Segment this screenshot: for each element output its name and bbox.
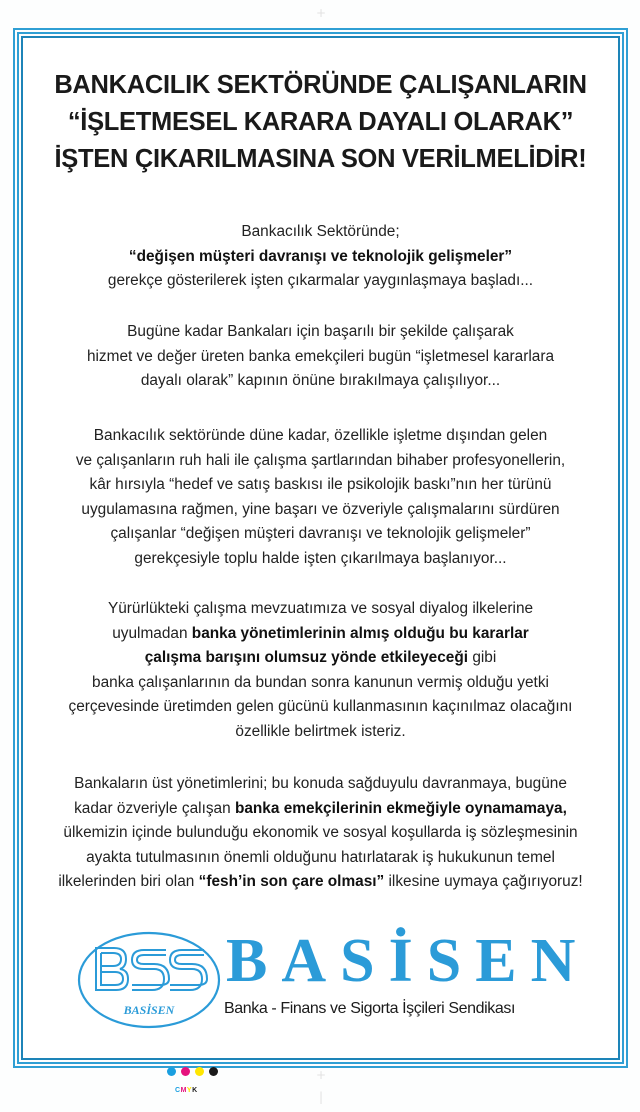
bold-quote: “değişen müşteri davranışı ve teknolojik gelişmeler” — [128, 247, 513, 265]
paragraph-line: hizmet ve değer üreten banka emekçileri bugün “işletmesel kararlara — [86, 347, 555, 365]
cmyk-y: Y — [186, 1087, 193, 1094]
cmyk-k: K — [192, 1087, 198, 1094]
paragraph-line — [21, 870, 620, 895]
paragraph-3 — [21, 424, 620, 571]
registration-mark-top: + — [316, 6, 327, 20]
paragraph-line: çalışanlar “değişen müşteri davranışı ve teknolojik gelişmeler” — [110, 525, 531, 542]
paragraph-2 — [21, 320, 620, 394]
paragraph-line: kâr hırsıyla “hedef ve satış baskısı ile psikolojik baskı”nın her türünü — [89, 476, 552, 493]
paragraph-line: Yürürlükteki çalışma mevzuatımıza ve sosyal diyalog ilkelerine — [107, 600, 534, 617]
cmyk-c: C — [175, 1087, 181, 1094]
paragraph-line — [21, 622, 620, 647]
paragraph-1 — [21, 220, 620, 294]
bold-run: “fesh’in son çare olması” — [198, 873, 385, 890]
text-run: uyulmadan — [112, 624, 192, 642]
yellow-dot-icon — [195, 1067, 204, 1076]
bss-emblem-icon — [76, 930, 222, 1030]
cyan-dot-icon — [167, 1067, 176, 1076]
paragraph-line: ve çalışanların ruh hali ile çalışma şartlarından bihaber profesyonellerin, — [75, 451, 566, 469]
bold-run: banka emekçilerinin ekmeğiyle oynamamaya, — [234, 799, 567, 817]
paragraph-line: ayakta tutulmasının önemli olduğunu hatırlatarak iş hukukunun temel — [86, 848, 555, 866]
paragraph-line: banka çalışanlarının da bundan sonra kanunun vermiş olduğu yetki — [92, 673, 549, 691]
black-dot-icon — [209, 1067, 218, 1076]
paragraph-line: Bankacılık sektöründe düne kadar, özellikle işletme dışından gelen — [93, 427, 548, 444]
headline-line-2: “İŞLETMESEL KARARA DAYALI OLARAK” — [67, 108, 574, 136]
magenta-dot-icon — [181, 1067, 190, 1076]
text-run: kadar özveriyle çalışan — [74, 799, 235, 817]
paragraph-line: Bankacılık Sektöründe; — [241, 223, 400, 240]
paragraph-line — [21, 797, 620, 822]
cmyk-print-marks — [167, 1067, 218, 1076]
text-run: gibi — [468, 649, 497, 666]
paragraph-line: ülkemizin içinde bulunduğu ekonomik ve sosyal koşullarda iş sözleşmesinin — [63, 824, 578, 841]
paragraph-line: özellikle belirtmek isteriz. — [235, 722, 406, 740]
paragraph-line: Bugüne kadar Bankaları için başarılı bir şekilde çalışarak — [127, 323, 514, 340]
paragraph-4 — [21, 597, 620, 744]
bold-run: banka yönetimlerinin almış olduğu bu kararlar — [191, 624, 529, 642]
headline — [21, 67, 620, 178]
brand-subtitle: Banka - Finans ve Sigorta İşçileri Sendikası — [224, 1000, 515, 1017]
cmyk-label — [175, 1087, 198, 1094]
emblem-caption: BASİSEN — [123, 1003, 175, 1017]
registration-mark-bottom: + — [316, 1068, 327, 1082]
cmyk-m: M — [180, 1087, 187, 1094]
headline-line-1: BANKACILIK SEKTÖRÜNDE ÇALIŞANLARIN — [54, 71, 587, 99]
paragraph-line — [21, 646, 620, 671]
headline-line-3: İŞTEN ÇIKARILMASINA SON VERİLMELİDİR! — [54, 145, 587, 173]
text-run: ilkelerinden biri olan — [58, 873, 199, 890]
paragraph-line: gerekçe gösterilerek işten çıkarmalar yaygınlaşmaya başladı... — [107, 272, 534, 289]
paragraph-line: uygulamasına rağmen, yine başarı ve özveriyle çalışmalarını sürdüren — [81, 500, 560, 518]
bold-run: çalışma barışını olumsuz yönde etkileyeceği — [144, 649, 469, 666]
paragraph-line: Bankaların üst yönetimlerini; bu konuda sağduyulu davranmaya, bugüne — [74, 775, 567, 792]
brand-name: BASİSEN — [226, 927, 590, 995]
basisen-logo — [76, 927, 590, 1030]
paragraph-line: çerçevesinde üretimden gelen gücünü kullanmasının kaçınılmaz olacağını — [68, 698, 573, 715]
registration-mark-bottom-tick: | — [319, 1090, 324, 1104]
paragraph-line: dayalı olarak” kapının önüne bırakılmaya çalışılıyor... — [140, 372, 501, 389]
text-run: ilkesine uymaya çağırıyoruz! — [384, 873, 583, 890]
paragraph-line-bold — [21, 245, 620, 270]
paragraph-5 — [21, 772, 620, 895]
paragraph-line: gerekçesiyle toplu halde işten çıkarılmaya başlanıyor... — [134, 549, 507, 567]
